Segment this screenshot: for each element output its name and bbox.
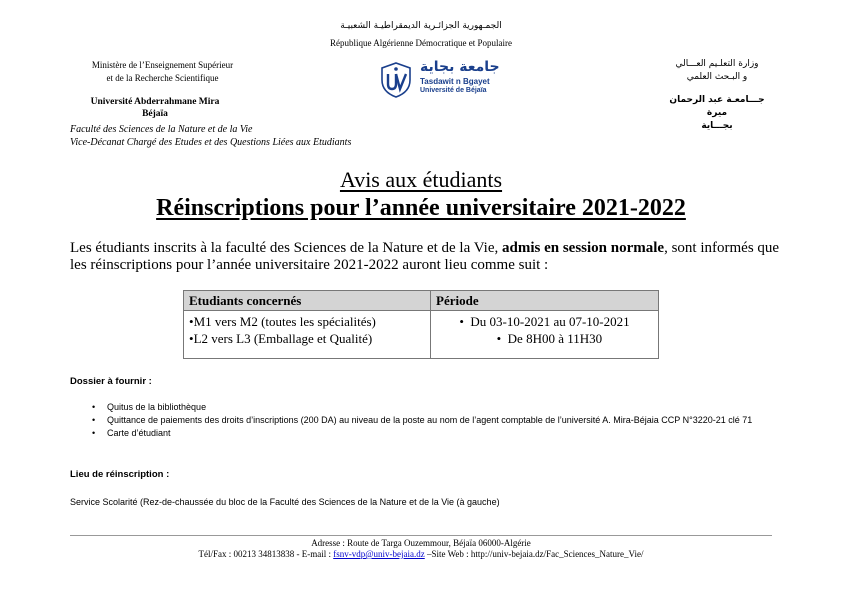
footer-contact-prefix: Tél/Fax : 00213 34813838 - E-mail : [198,549,334,559]
logo-arabic: جامعة بجاية [420,59,500,75]
students-cell [184,311,431,359]
footer-contact [0,549,842,559]
period-dates: Du 03-10-2021 au 07-10-2021 [470,314,630,329]
republic-arabic: الجمـهورية الجزائـرية الديمقراطيـة الشعبيـة [340,21,502,31]
republic-french: République Algérienne Démocratique et Populaire [330,38,512,48]
intro-part2: , sont informés que les réinscriptions pour l’année universitaire 2021-2022 auront lieu comme suit : [70,240,780,273]
table-row [184,311,659,359]
dossier-list [92,402,782,441]
dossier-heading: Dossier à fournir : [70,376,152,387]
intro-bold: admis en session normale [502,240,665,256]
intro-part1: Les étudiants inscrits à la faculté des Sciences de la Nature et de la Vie, [70,240,502,256]
ministry-french-line1: Ministère de l’Enseignement Supérieur [91,60,234,70]
university-french [70,96,240,120]
logo-french: Université de Béjaïa [420,87,487,94]
faculty-block [70,123,351,149]
list-item: • Carte d’étudiant [92,428,782,439]
period-cell [431,311,659,359]
ministry-french-line2: et de la Recherche Scientifique [106,73,219,83]
period-hours: De 8H00 à 11H30 [507,331,603,346]
ministry-arabic [662,58,772,84]
header-students: Etudiants concernés [184,291,431,311]
location-heading: Lieu de réinscription : [70,469,170,480]
university-french-line2: Béjaïa [142,109,168,119]
table-header-row [184,291,659,311]
student-group-2: L2 vers L3 (Emballage et Qualité) [193,331,373,346]
university-logo [380,60,530,100]
email-link[interactable]: fsnv-vdp@univ-bejaia.dz [333,549,425,559]
ministry-french [70,59,255,85]
logo-berber: Tasdawit n Bgayet [420,77,490,86]
footer-contact-suffix: –Site Web : http://univ-bejaia.dz/Fac_Sciences_Nature_Vie/ [424,549,644,559]
ministry-arabic-line2: و البـحث العلمي [686,72,748,82]
notice-title: Avis aux étudiants [339,167,503,192]
list-item: • Quittance de paiements des droits d’inscriptions (200 DA) au niveau de la poste au nom de l’agent comptable de l’université A. Mira-Béjaia CCP N°3220-21 clé 71 [92,415,782,426]
university-arabic-line2: بجـــاية [701,121,733,131]
university-arabic-line1: جـــامعـة عبد الرحمان ميرة [669,95,765,118]
student-group-1: M1 vers M2 (toutes les spécialités) [193,314,376,329]
list-item: • Quitus de la bibliothèque [92,402,782,413]
list-item: • Du 03-10-2021 au 07-10-2021 [459,314,630,329]
faculty-name: Faculté des Sciences de la Nature et de la Vie [70,124,253,135]
university-french-line1: Université Abderrahmane Mira [90,97,220,107]
ministry-arabic-line1: وزارة التعلـيم العـــالي [675,59,759,69]
vice-dean-name: Vice-Décanat Chargé des Etudes et des Questions Liées aux Etudiants [70,137,352,148]
location-text: Service Scolarité (Rez-de-chaussée du bloc de la Faculté des Sciences de la Nature et de la Vie (à gauche) [70,497,500,507]
university-emblem-icon [380,62,412,98]
header-period: Période [431,291,659,311]
list-item: •L2 vers L3 (Emballage et Qualité) [189,331,373,346]
footer-address: Adresse : Route de Targa Ouzemmour, Béjaïa 06000-Algérie [311,538,531,548]
schedule-table [183,290,659,359]
footer-divider [70,535,772,536]
intro-paragraph [70,240,780,274]
list-item: •M1 vers M2 (toutes les spécialités) [189,314,376,329]
notice-subtitle: Réinscriptions pour l’année universitaire 2021-2022 [156,195,686,221]
list-item: • De 8H00 à 11H30 [486,331,603,346]
university-arabic [662,94,772,133]
